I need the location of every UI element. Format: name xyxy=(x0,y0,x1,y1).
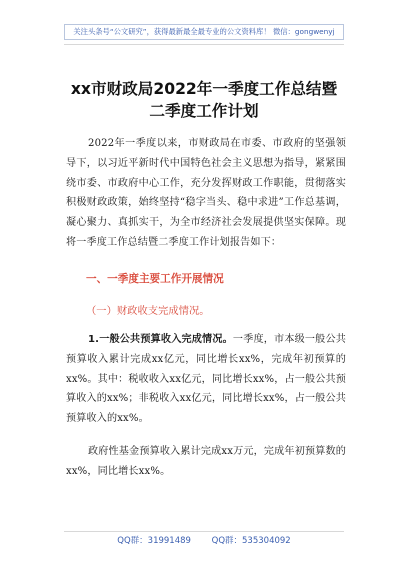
footer-contact: QQ群：31991489 QQ群：535304092 xyxy=(117,536,291,546)
section-heading: 一、一季度主要工作开展情况 xyxy=(86,273,224,285)
budget-lead: 1.一般公共预算收入完成情况。 xyxy=(88,334,233,345)
header-divider xyxy=(64,44,344,45)
footer-divider xyxy=(64,531,344,532)
fund-paragraph: 政府性基金预算收入累计完成xx万元，完成年初预算数的xx%，同比增长xx%。 xyxy=(66,446,346,477)
budget-text: 一季度，市本级一般公共预算收入累计完成xx亿元，同比增长xx%，完成年初预算的xx%。其中：税收收入xx亿元，同比增长xx%，占一般公共预算收入的xx%；非税收入xx亿元，同比增长xx%，占一般公共预算收入的xx%。 xyxy=(66,334,346,425)
budget-paragraph xyxy=(66,330,346,429)
subsection-heading: （一）财政收支完成情况。 xyxy=(86,305,210,317)
document-title: xx市财政局2022年一季度工作总结暨二季度工作计划 xyxy=(70,80,338,120)
intro-paragraph: 2022年一季度以来，市财政局在市委、市政府的坚强领导下，以习近平新时代中国特色社会主义思想为指导，紧紧围绕市委、市政府中心工作，充分发挥财政工作职能，贯彻落实积极财政政策，始终坚持“稳字当头、稳中求进”工作总基调，凝心聚力、真抓实干，为全市经济社会发展提供坚实保障。现将一季度工作总结暨二季度工作计划报告如下： xyxy=(66,138,346,248)
header-banner: 关注头条号“公文研究”，获得最新最全最专业的公文资料库！ 微信：gongwenyj xyxy=(64,24,344,40)
